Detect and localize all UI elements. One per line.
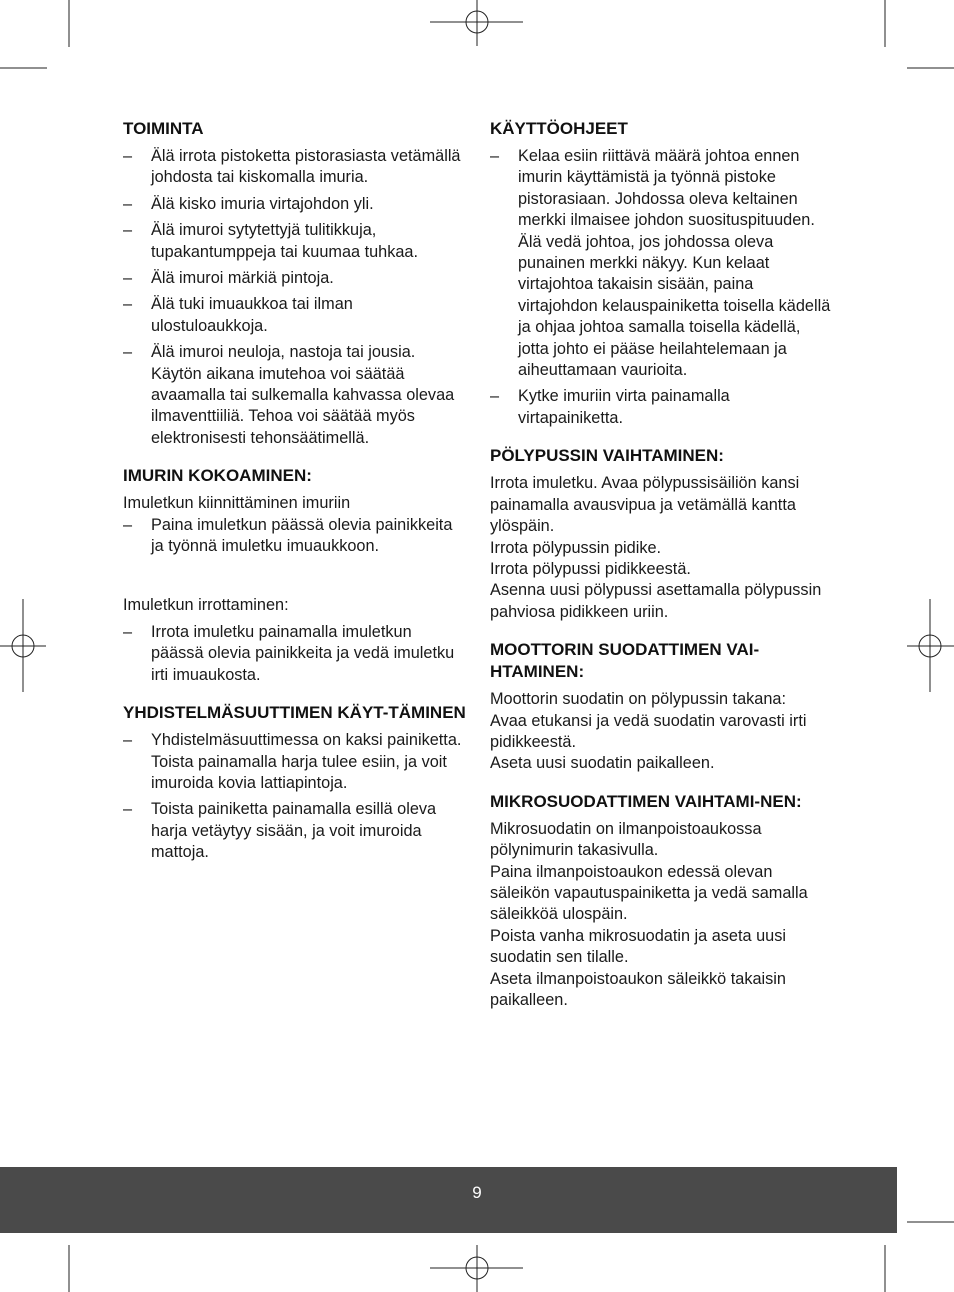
kayttoohjeet-list — [490, 146, 835, 429]
paragraph-line: Aseta uusi suodatin paikalleen. — [490, 754, 715, 773]
heading-yhdistelma: YHDISTELMÄSUUTTIMEN KÄYT-TÄMINEN — [123, 703, 466, 723]
list-item — [123, 294, 468, 337]
section-kokoaminen — [123, 465, 468, 686]
section-kayttoohjeet — [490, 118, 835, 429]
section-toiminta — [123, 118, 468, 449]
section-yhdistelma — [123, 702, 468, 863]
heading-toiminta: TOIMINTA — [123, 119, 204, 138]
list-item — [490, 146, 835, 381]
page-number: 9 — [472, 1183, 482, 1202]
list-item-text: Älä imuroi märkiä pintoja. — [151, 269, 334, 288]
list-item — [123, 220, 468, 263]
list-item — [123, 622, 468, 686]
heading-moottori: MOOTTORIN SUODATTIMEN VAI-HTAMINEN: — [490, 640, 760, 682]
paragraph-line: Poista vanha mikrosuodatin ja aseta uusi suodatin sen tilalle. — [490, 926, 786, 967]
dash-bullet: – — [123, 622, 133, 641]
toiminta-list — [123, 146, 468, 449]
section-mikro — [490, 791, 835, 1012]
registration-mark-top — [430, 0, 523, 46]
list-item — [490, 386, 835, 429]
list-item — [123, 799, 468, 863]
list-item-text: Älä imuroi neuloja, nastoja tai jousia. Käytön aikana imutehoa voi säätää avaamalla tai sulkemalla kahvassa olevaa ilmaventtiiliä. Tehoa voi säätää myös elektronisesti tehonsäätimellä. — [151, 343, 455, 447]
list-item-text: Kelaa esiin riittävä määrä johtoa ennen imurin käyttämistä ja työnnä pistoke pistorasiaan. Johdossa oleva keltainen merkki ilmaisee johdon suosituspituuden. Älä vedä johtoa, jos johdossa oleva punainen merkki näkyy. Kun kelaat virtajohtoa takaisin sisään, paina virtajohdon kelauspainiketta toisella kädellä ja ohjaa johtoa samalla toisella kädellä, jotta johto ei pääse heilahtelemaan ja aiheuttamaan vaurioita. — [518, 147, 831, 380]
yhdistelma-list — [123, 730, 468, 863]
paragraph-line: Mikrosuodatin on ilmanpoistoaukossa pölynimurin takasivulla. — [490, 819, 762, 860]
list-item-text: Älä kisko imuria virtajohdon yli. — [151, 194, 374, 213]
registration-mark-left — [0, 599, 46, 692]
list-item — [123, 268, 468, 289]
list-item-text: Älä irrota pistoketta pistorasiasta vetämällä johdosta tai kiskomalla imuria. — [151, 147, 461, 187]
paragraph-line: Paina ilmanpoistoaukon edessä olevan säleikön vapautuspainiketta ja vedä samalla säleikköä ulospäin. — [490, 862, 808, 924]
registration-mark-right — [907, 599, 954, 692]
list-item — [123, 194, 468, 215]
list-item-text: Älä imuroi sytytettyjä tulitikkuja, tupakantumppeja tai kuumaa tuhkaa. — [151, 221, 419, 261]
paragraph-line: Irrota pölypussi pidikkeestä. — [490, 559, 691, 578]
heading-kokoaminen: IMURIN KOKOAMINEN: — [123, 466, 312, 486]
dash-bullet: – — [123, 269, 133, 288]
list-item — [123, 146, 468, 189]
dash-bullet: – — [123, 343, 133, 362]
attach-intro: Imuletkun kiinnittäminen imuriin — [123, 494, 351, 513]
paragraph-line: Aseta ilmanpoistoaukon säleikkö takaisin paikalleen. — [490, 969, 786, 1009]
detach-list — [123, 622, 468, 686]
dash-bullet: – — [123, 194, 133, 213]
spacer — [123, 563, 468, 595]
list-item-text: Irrota imuletku painamalla imuletkun päässä olevia painikkeita ja vedä imuletku irti imuaukosta. — [151, 622, 455, 684]
dash-bullet: – — [490, 147, 500, 165]
list-item — [123, 730, 468, 794]
dash-bullet: – — [123, 147, 133, 165]
paragraph-line: Moottorin suodatin on pölypussin takana: — [490, 690, 786, 709]
heading-mikro: MIKROSUODATTIMEN VAIHTAMI-NEN: — [490, 791, 802, 811]
section-moottori — [490, 639, 835, 775]
paragraph-line: Avaa etukansi ja vedä suodatin varovasti irti pidikkeestä. — [490, 711, 807, 751]
paragraph-line: Asenna uusi pölypussi asettamalla pölypussin pahviosa pidikkeen uriin. — [490, 581, 822, 621]
heading-kayttoohjeet: KÄYTTÖOHJEET — [490, 119, 628, 138]
list-item — [123, 515, 468, 558]
registration-mark-bottom — [430, 1245, 523, 1292]
dash-bullet: – — [490, 387, 500, 406]
dash-bullet: – — [123, 295, 133, 314]
paragraph-line: Irrota imuletku. Avaa pölypussisäiliön kansi painamalla avausvipua ja vetämällä kantta ylöspäin. — [490, 474, 800, 536]
detach-intro: Imuletkun irrottaminen: — [123, 595, 289, 614]
dash-bullet: – — [123, 515, 133, 534]
heading-polypussi: PÖLYPUSSIN VAIHTAMINEN: — [490, 446, 724, 466]
section-polypussi — [490, 445, 835, 623]
list-item-text: Toista painiketta painamalla esillä oleva harja vetäytyy sisään, ja voit imuroida mattoja. — [151, 800, 437, 862]
dash-bullet: – — [123, 731, 133, 750]
list-item-text: Älä tuki imuaukkoa tai ilman ulostuloaukkoja. — [151, 295, 353, 335]
paragraph-line: Irrota pölypussin pidike. — [490, 538, 662, 557]
list-item — [123, 342, 468, 449]
list-item-text: Yhdistelmäsuuttimessa on kaksi painiketta. Toista painamalla harja tulee esiin, ja voit imuroida kovia lattiapintoja. — [151, 731, 462, 792]
left-column — [123, 118, 468, 880]
dash-bullet: – — [123, 221, 133, 240]
attach-list — [123, 515, 468, 558]
list-item-text: Kytke imuriin virta painamalla virtapainiketta. — [518, 387, 730, 427]
dash-bullet: – — [123, 800, 133, 819]
list-item-text: Paina imuletkun päässä olevia painikkeita ja työnnä imuletku imuaukkoon. — [151, 515, 453, 556]
right-column — [490, 118, 835, 1027]
